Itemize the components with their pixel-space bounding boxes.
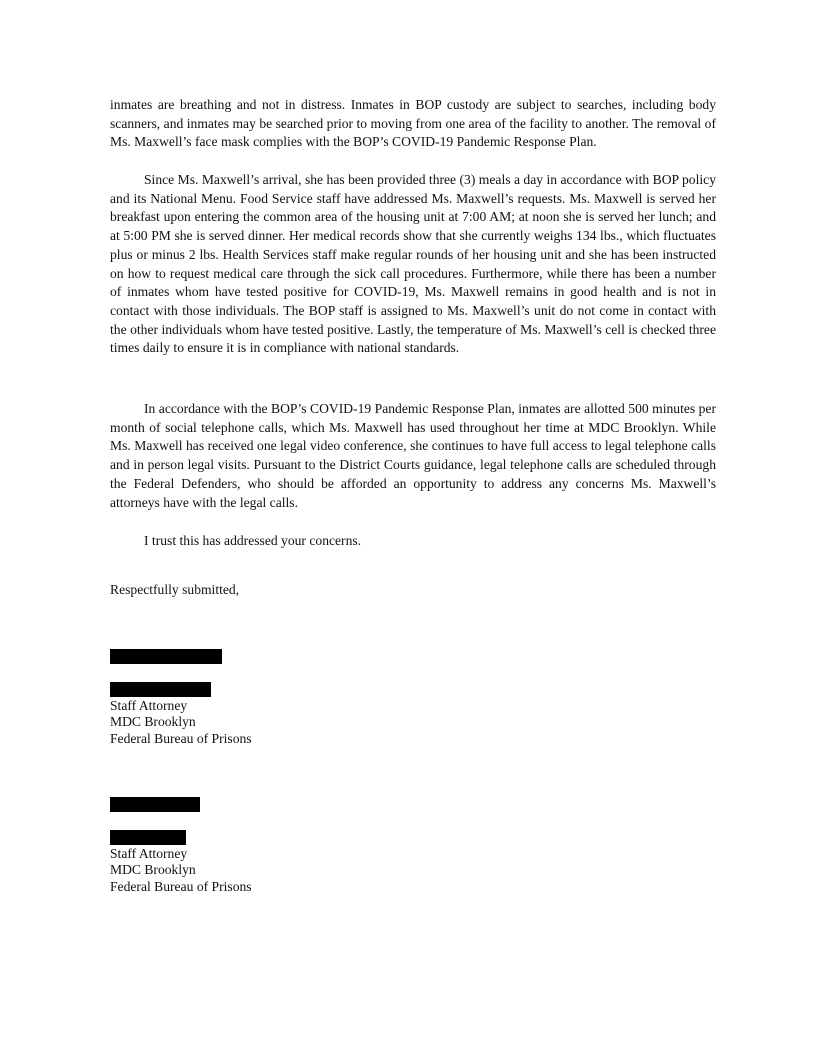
body-paragraph-4: I trust this has addressed your concerns. — [144, 533, 362, 548]
body-paragraph-1: inmates are breathing and not in distress. Inmates in BOP custody are subject to searches, including body scanners, and inmates may be searched prior to moving from one area of the facility to another. The removal of Ms. Maxwell’s face mask complies with the BOP’s COVID-19 Pandemic Response Plan. — [110, 97, 716, 150]
redacted-signature-2 — [110, 797, 200, 812]
signatory-1-agency: Federal Bureau of Prisons — [110, 731, 252, 746]
signatory-2-title: Staff Attorney — [110, 846, 188, 861]
signatory-2-agency: Federal Bureau of Prisons — [110, 879, 252, 894]
redacted-name-2 — [110, 830, 186, 845]
body-paragraph-3: In accordance with the BOP’s COVID-19 Pandemic Response Plan, inmates are allotted 500 minutes per month of social telephone calls, which Ms. Maxwell has used throughout her time at MDC Brooklyn. While Ms. Maxwell has received one legal video conference, she continues to have full access to legal telephone calls and in person legal visits. Pursuant to the District Courts guidance, legal telephone calls are scheduled through the Federal Defenders, who should be afforded an opportunity to address any concerns Ms. Maxwell’s attorneys have with the legal calls. — [110, 401, 716, 510]
signatory-1-title: Staff Attorney — [110, 698, 188, 713]
body-paragraph-2: Since Ms. Maxwell’s arrival, she has been provided three (3) meals a day in accordance with BOP policy and its National Menu. Food Service staff have addressed Ms. Maxwell’s requests. Ms. Maxwell is served her breakfast upon entering the common area of the housing unit at 7:00 AM; at noon she is served her lunch; and at 5:00 PM she is served dinner. Her medical records show that she currently weighs 134 lbs., which fluctuates plus or minus 2 lbs. Health Services staff make regular rounds of her housing unit and she has been instructed on how to request medical care through the sick call procedures. Furthermore, while there has been a number of inmates whom have tested positive for COVID-19, Ms. Maxwell remains in good health and is not in contact with those individuals. The BOP staff is assigned to Ms. Maxwell’s unit do not come in contact with the other individuals whom have tested positive. Lastly, the temperature of Ms. Maxwell’s cell is checked three times daily to ensure it is in compliance with national standards. — [110, 172, 716, 356]
closing-line: Respectfully submitted, — [110, 582, 240, 597]
signatory-2-office: MDC Brooklyn — [110, 862, 196, 877]
redacted-name-1 — [110, 682, 211, 697]
signatory-1-office: MDC Brooklyn — [110, 714, 196, 729]
redacted-signature-1 — [110, 649, 222, 664]
